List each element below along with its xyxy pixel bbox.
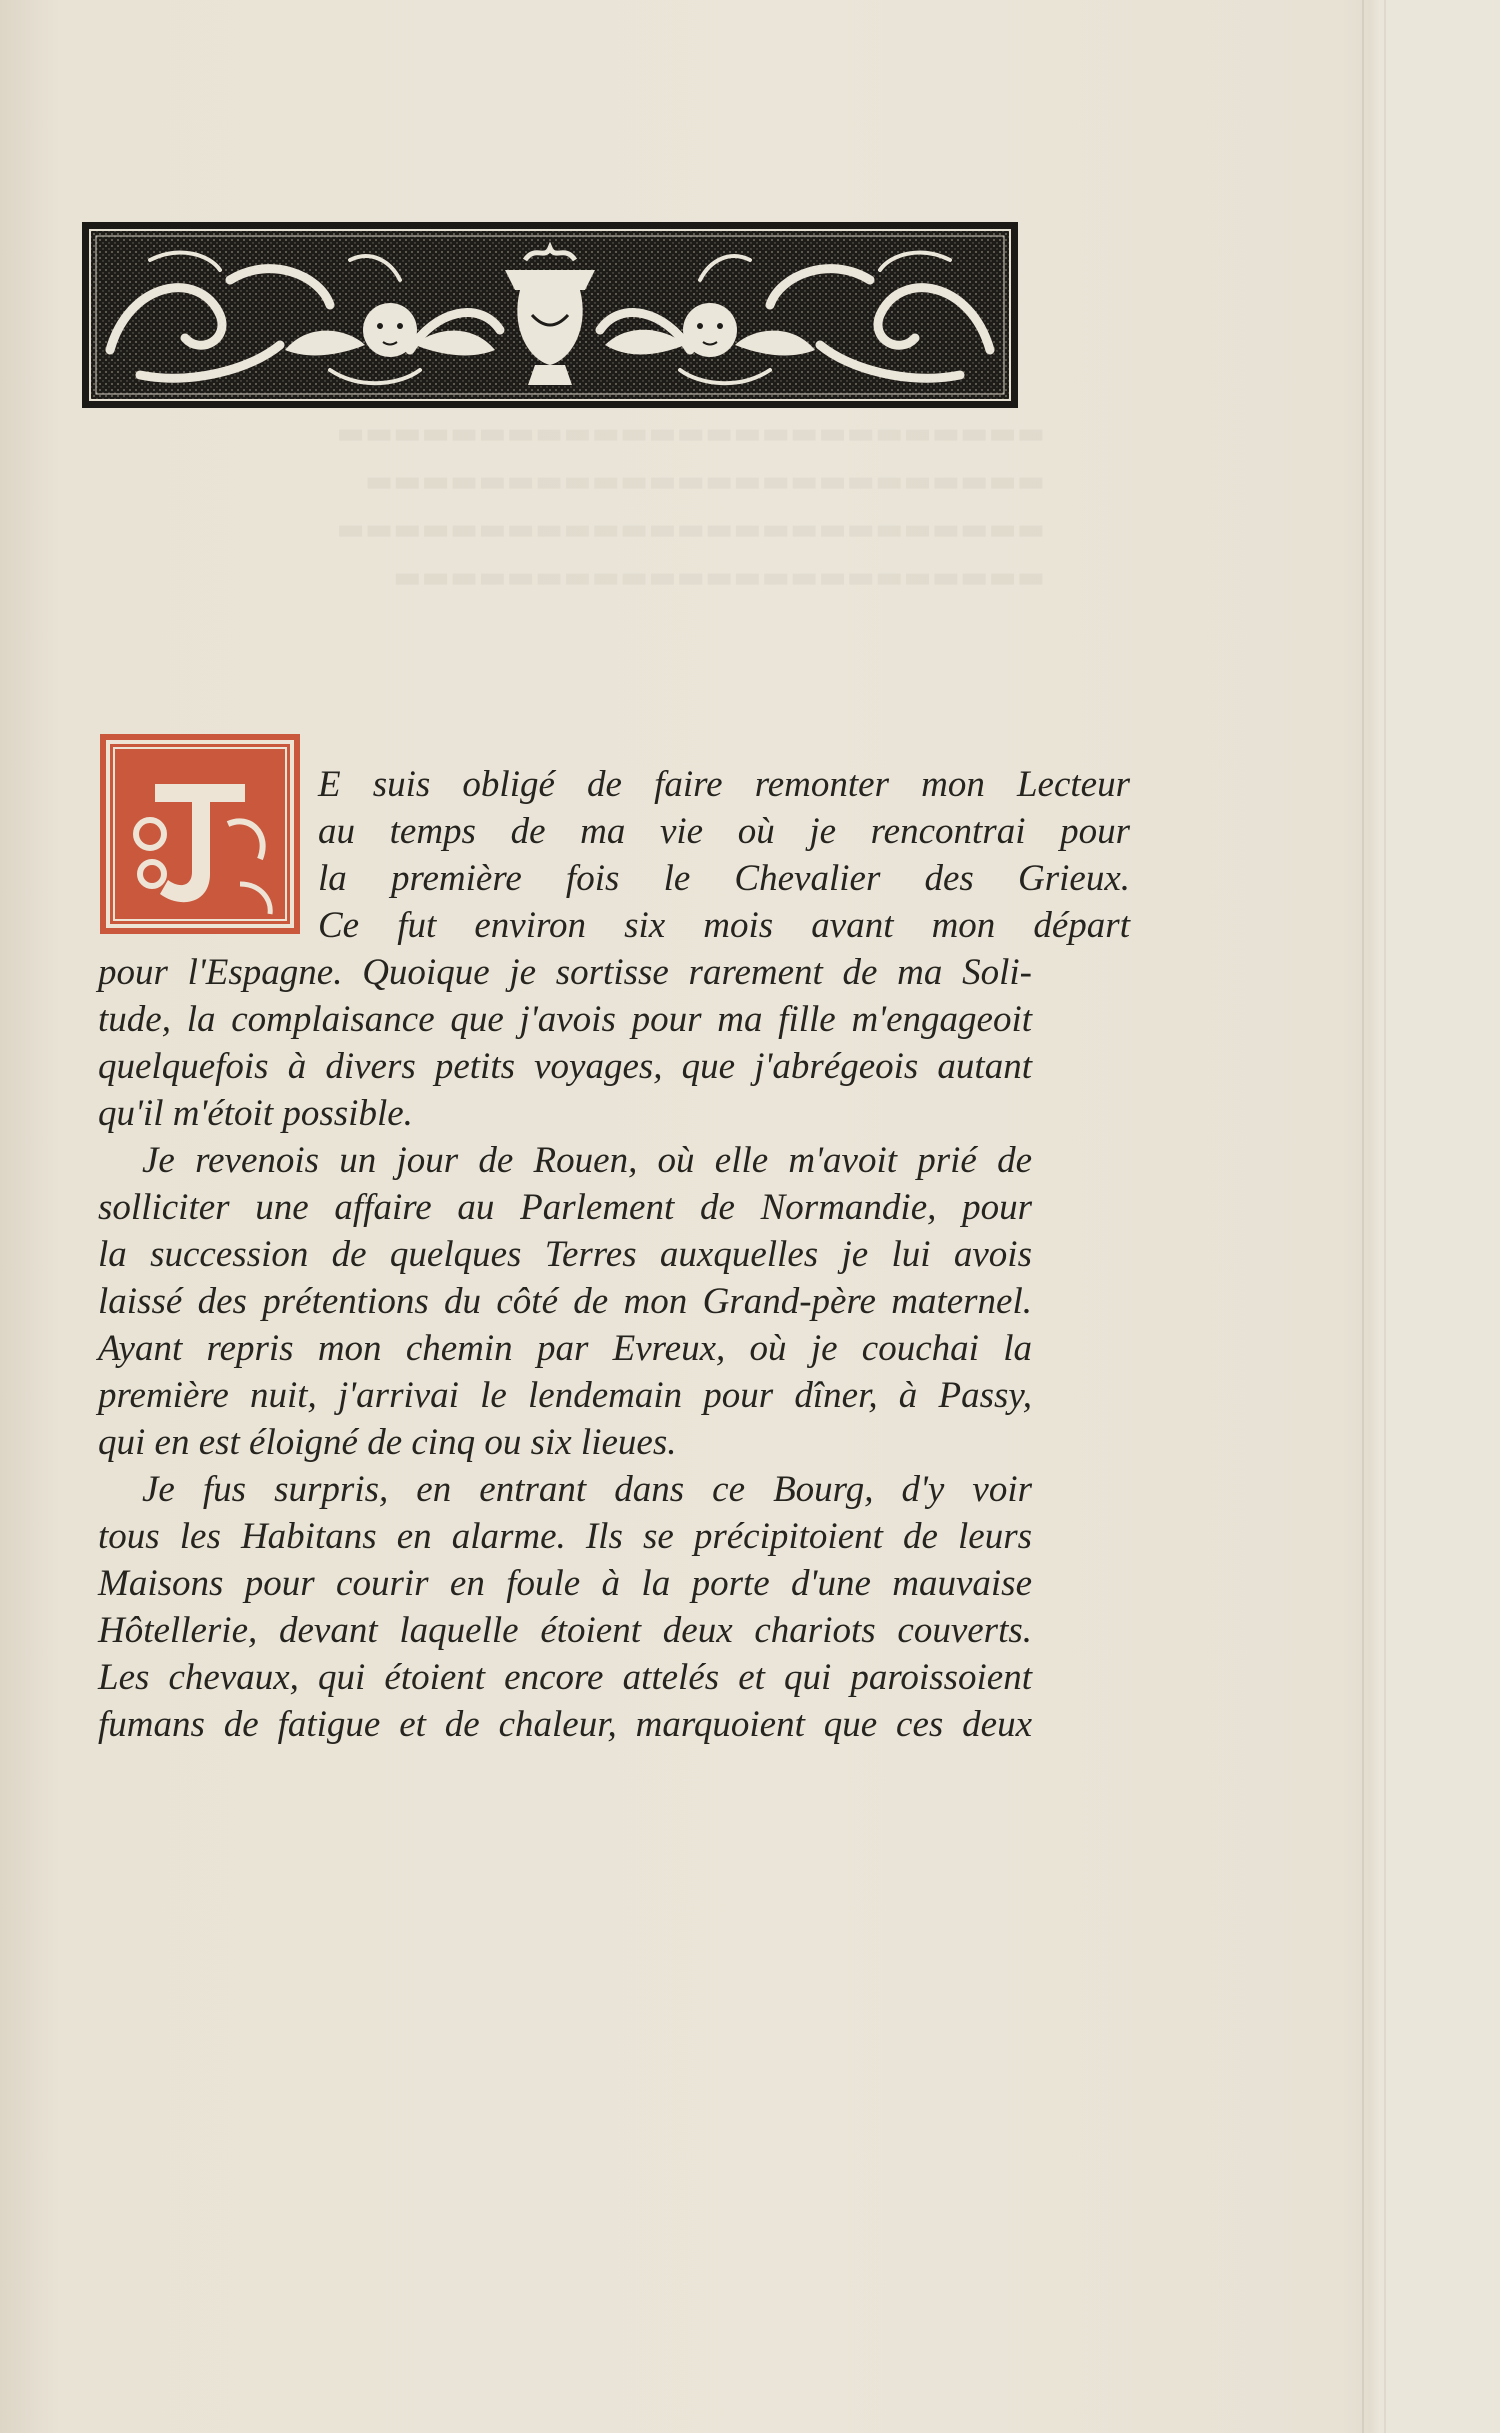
- page-edge: [1362, 0, 1364, 2433]
- text-line: qu'il m'étoit possible.: [98, 1093, 413, 1134]
- text-line: solliciter une affaire au Parlement de Normandie, pour: [98, 1187, 1032, 1228]
- text-line: au temps de ma vie où je rencontrai pour: [318, 811, 1130, 852]
- text-line: Hôtellerie, devant laquelle étoient deux chariots couverts.: [98, 1610, 1032, 1651]
- text-line: première nuit, j'arrivai le lendemain pour dîner, à Passy,: [98, 1375, 1032, 1416]
- text-line: Je revenois un jour de Rouen, où elle m'avoit prié de: [142, 1140, 1032, 1181]
- text-line: Ayant repris mon chemin par Evreux, où je couchai la: [98, 1328, 1032, 1369]
- text-line: laissé des prétentions du côté de mon Grand-père maternel.: [98, 1281, 1032, 1322]
- text-line: tous les Habitans en alarme. Ils se précipitoient de leurs: [98, 1516, 1032, 1557]
- show-through-text: ▬▬▬▬▬▬▬▬▬▬▬▬▬▬▬▬▬▬▬▬▬▬▬▬▬ ▬▬▬▬▬▬▬▬▬▬▬▬▬▬▬▬▬▬▬▬▬▬▬▬ ▬▬▬▬▬▬▬▬▬▬▬▬▬▬▬▬▬▬▬▬▬▬▬▬▬ ▬▬▬▬▬▬▬▬▬▬▬▬▬▬▬▬▬▬▬▬▬▬▬: [336, 416, 1045, 595]
- text-line: Je fus surpris, en entrant dans ce Bourg, d'y voir: [142, 1469, 1032, 1510]
- text-line: tude, la complaisance que j'avois pour ma fille m'engageoit: [98, 999, 1032, 1040]
- text-line: fumans de fatigue et de chaleur, marquoient que ces deux: [98, 1704, 1032, 1745]
- text-line: la succession de quelques Terres auxquelles je lui avois: [98, 1234, 1032, 1275]
- text-line: E suis obligé de faire remonter mon Lecteur: [318, 764, 1130, 805]
- drop-cap: [100, 734, 300, 934]
- text-line: Maisons pour courir en foule à la porte d'une mauvaise: [98, 1563, 1032, 1604]
- text-line: qui en est éloigné de cinq ou six lieues.: [98, 1422, 677, 1463]
- text-line: Ce fut environ six mois avant mon départ: [318, 905, 1130, 946]
- ornamental-headpiece: [80, 220, 1020, 410]
- page-edge: [1384, 0, 1386, 2433]
- text-line: quelquefois à divers petits voyages, que j'abrégeois autant: [98, 1046, 1032, 1087]
- cherub-urn-ornament-icon: [80, 220, 1020, 410]
- text-line: la première fois le Chevalier des Grieux.: [318, 858, 1130, 899]
- text-line: Les chevaux, qui étoient encore attelés et qui paroissoient: [98, 1657, 1032, 1698]
- text-line: pour l'Espagne. Quoique je sortisse rarement de ma Soli-: [98, 952, 1032, 993]
- drop-cap-j-icon: [100, 734, 300, 934]
